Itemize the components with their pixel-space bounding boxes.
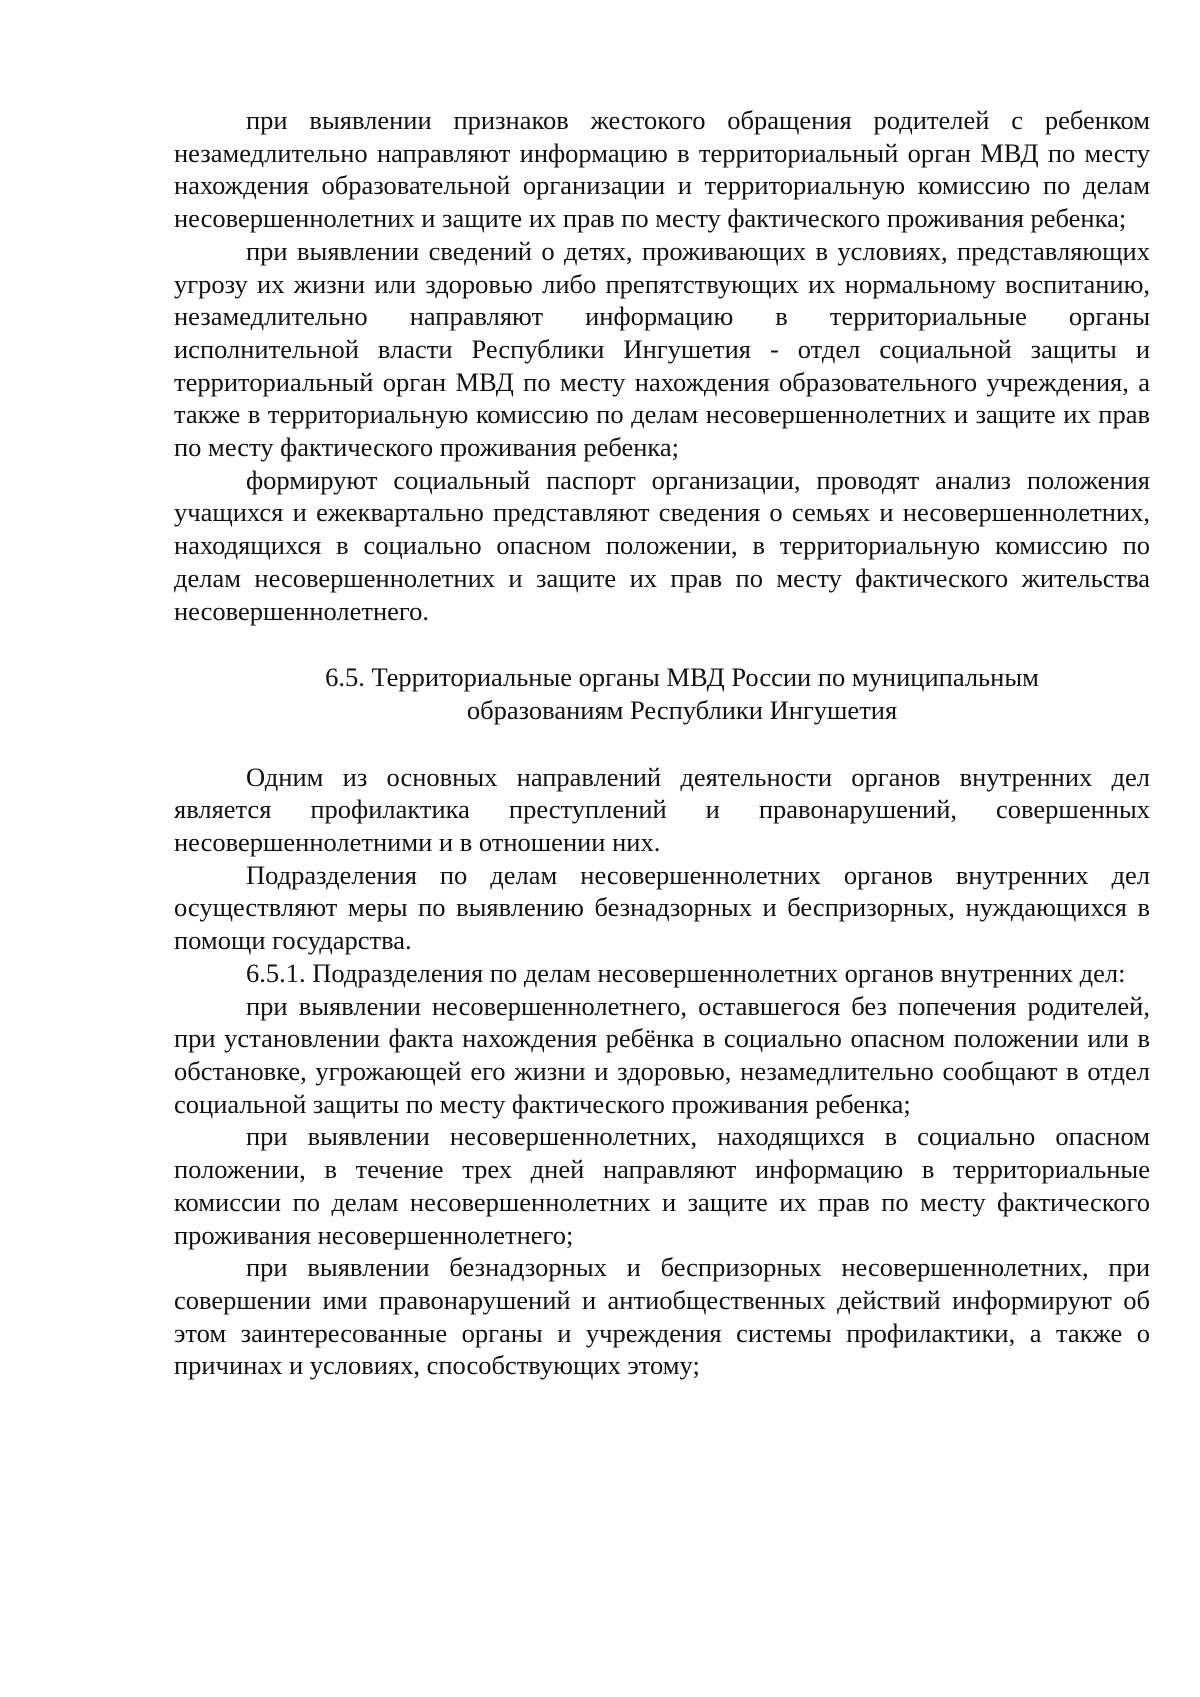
- paragraph-neglected-minors: при выявлении безнадзорных и беспризорных несовершеннолетних, при совершении ими правонарушений и антиобщественных действий информируют об этом заинтересованные органы и учреждения системы профилактики, а также о причинах и условиях, способствующих этому;: [174, 1252, 1150, 1381]
- paragraph-units-measures: Подразделения по делам несовершеннолетних органов внутренних дел осуществляют меры по выявлению безнадзорных и беспризорных, нуждающихся в помощи государства.: [174, 859, 1150, 956]
- section-heading: [174, 661, 1150, 726]
- paragraph-cruel-treatment: при выявлении признаков жестокого обращения родителей с ребенком незамедлительно направляют информацию в территориальный орган МВД по месту нахождения образовательной организации и территориальную комиссию по делам несовершеннолетних и защите их прав по месту фактического проживания ребенка;: [174, 105, 1150, 234]
- spacer: [174, 627, 1150, 661]
- paragraph-no-guardian: при выявлении несовершеннолетнего, оставшегося без попечения родителей, при установлении факта нахождения ребёнка в социально опасном положении или в обстановке, угрожающей его жизни и здоровью, незамедлительно сообщают в отдел социальной защиты по месту фактического проживания ребенка;: [174, 990, 1150, 1119]
- document-page: [174, 104, 1150, 1382]
- section-heading-line2: образованиям Республики Ингушетия: [466, 694, 898, 725]
- paragraph-threat-info: при выявлении сведений о детях, проживающих в условиях, представляющих угрозу их жизни или здоровью либо препятствующих их нормальному воспитанию, незамедлительно направляют информацию в территориальные органы исполнительной власти Республики Ингушетия - отдел социальной защиты и территориальный орган МВД по месту нахождения образовательного учреждения, а также в территориальную комиссию по делам несовершеннолетних и защите их прав по месту фактического проживания ребенка;: [174, 235, 1150, 463]
- section-heading-line1: 6.5. Территориальные органы МВД России по муниципальным: [325, 662, 1039, 693]
- paragraph-three-days: при выявлении несовершеннолетних, находящихся в социально опасном положении, в течение трех дней направляют информацию в территориальные комиссии по делам несовершеннолетних и защите их прав по месту фактического проживания несовершеннолетнего;: [174, 1121, 1150, 1250]
- paragraph-social-passport: формируют социальный паспорт организации, проводят анализ положения учащихся и ежеквартально представляют сведения о семьях и несовершеннолетних, находящихся в социально опасном положении, в территориальную комиссию по делам несовершеннолетних и защите их прав по месту фактического жительства несовершеннолетнего.: [174, 464, 1150, 626]
- paragraph-clause-6-5-1: 6.5.1. Подразделения по делам несовершеннолетних органов внутренних дел:: [246, 957, 1126, 988]
- spacer: [174, 727, 1150, 761]
- paragraph-main-direction: Одним из основных направлений деятельности органов внутренних дел является профилактика преступлений и правонарушений, совершенных несовершеннолетними и в отношении них.: [174, 761, 1150, 858]
